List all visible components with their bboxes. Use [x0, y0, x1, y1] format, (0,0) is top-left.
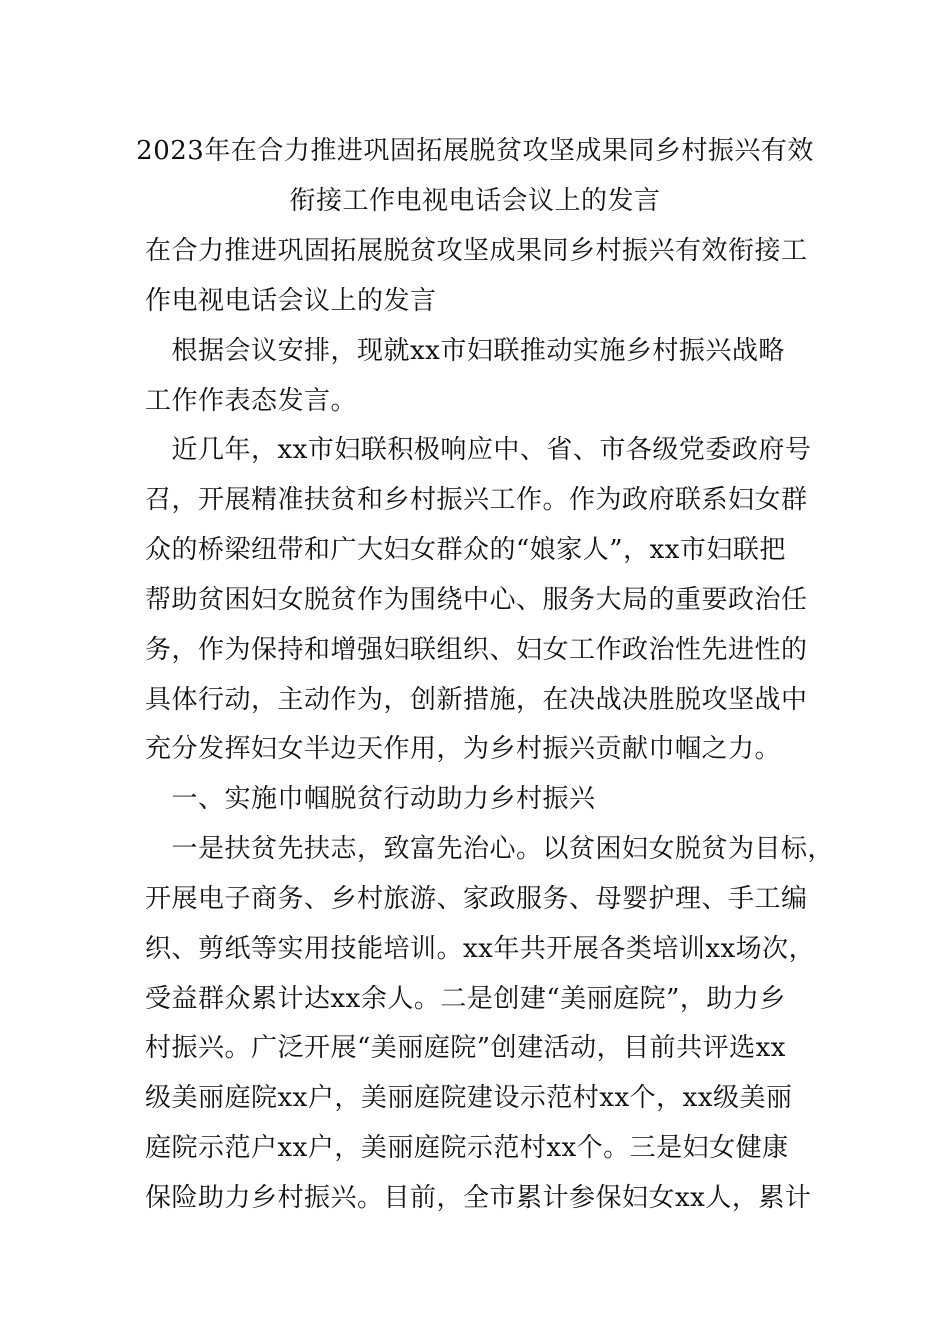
section-heading: 一、实施巾帼脱贫行动助力乡村振兴 [145, 784, 596, 814]
body-line: 根据会议安排，现就xx市妇联推动实施乡村振兴战略 [145, 336, 785, 366]
body-line: 务，作为保持和增强妇联组织、妇女工作政治性先进性的 [145, 635, 808, 665]
body-line: 充分发挥妇女半边天作用，为乡村振兴贡献巾帼之力。 [145, 734, 782, 764]
body-line: 具体行动，主动作为，创新措施，在决战决胜脱攻坚战中 [145, 685, 808, 715]
body-line: 近几年，xx市妇联积极响应中、省、市各级党委政府号 [145, 435, 812, 465]
document-title-line-2: 衔接工作电视电话会议上的发言 [289, 186, 661, 216]
body-line: 作电视电话会议上的发言 [145, 286, 437, 316]
body-line: 村振兴。广泛开展“美丽庭院”创建活动，目前共评选xx [145, 1033, 786, 1063]
body-line: 众的桥梁纽带和广大妇女群众的“娘家人”，xx市妇联把 [145, 535, 786, 565]
body-line: 一是扶贫先扶志，致富先治心。以贫困妇女脱贫为目标， [145, 834, 835, 864]
body-line: 受益群众累计达xx余人。二是创建“美丽庭院”，助力乡 [145, 984, 786, 1014]
body-line: 织、剪纸等实用技能培训。xx年共开展各类培训xx场次， [145, 934, 816, 964]
body-line: 在合力推进巩固拓展脱贫攻坚成果同乡村振兴有效衔接工 [145, 236, 808, 266]
body-line: 召，开展精准扶贫和乡村振兴工作。作为政府联系妇女群 [145, 485, 808, 515]
body-line: 开展电子商务、乡村旅游、家政服务、母婴护理、手工编 [145, 884, 808, 914]
document-title-line-1: 2023年在合力推进巩固拓展脱贫攻坚成果同乡村振兴有效 [136, 136, 814, 166]
body-line: 保险助力乡村振兴。目前，全市累计参保妇女xx人，累计 [145, 1183, 812, 1213]
body-line: 工作作表态发言。 [145, 386, 358, 416]
body-line: 级美丽庭院xx户，美丽庭院建设示范村xx个，xx级美丽 [145, 1083, 793, 1113]
body-line: 庭院示范户xx户，美丽庭院示范村xx个。三是妇女健康 [145, 1133, 789, 1163]
body-line: 帮助贫困妇女脱贫作为围绕中心、服务大局的重要政治任 [145, 585, 808, 615]
